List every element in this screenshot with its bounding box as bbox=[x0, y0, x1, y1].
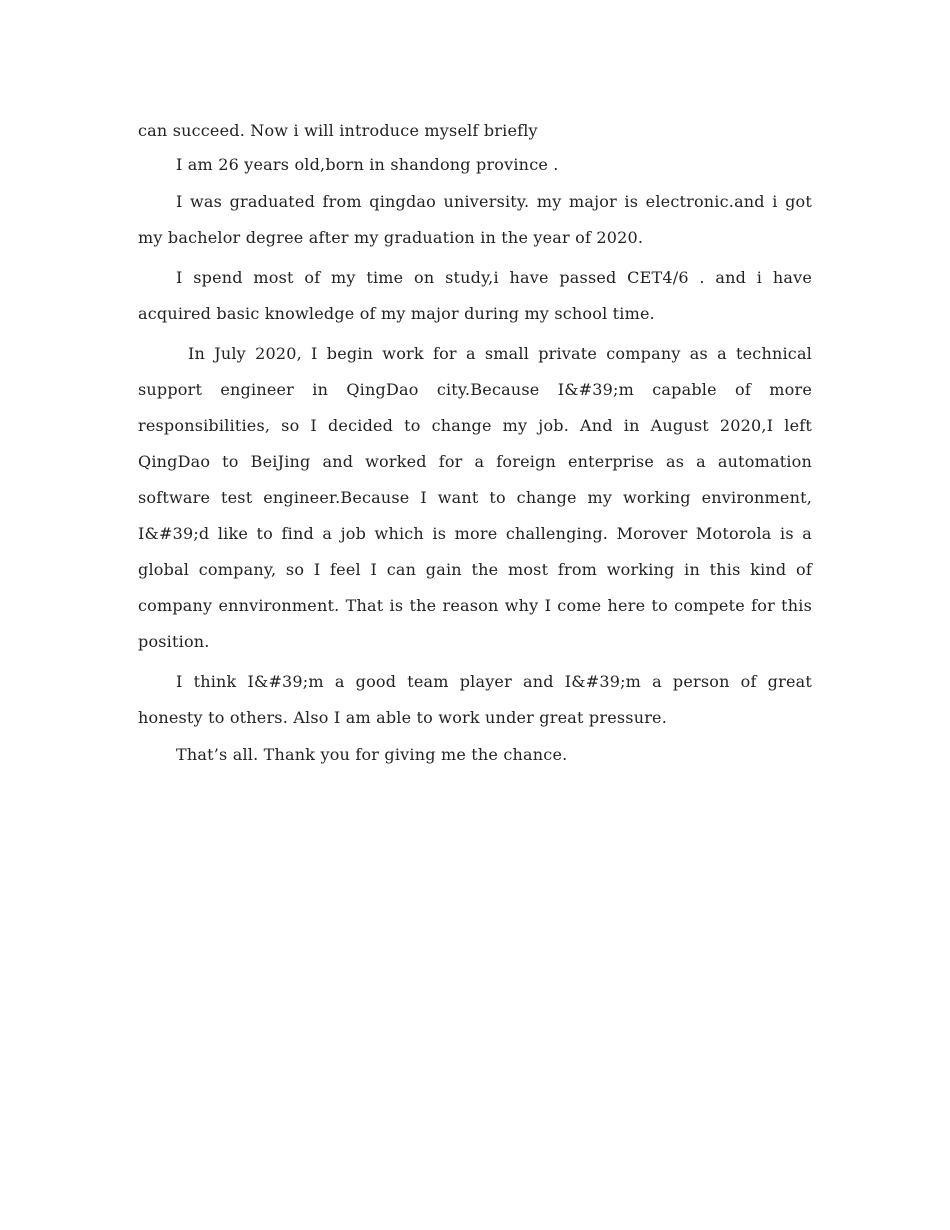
paragraph-intro-continuation: can succeed. Now i will introduce myself briefly bbox=[138, 121, 538, 140]
paragraph-education: I was graduated from qingdao university. my major is electronic.and i got my bachelor degree after my graduation in the year of 2020. bbox=[138, 192, 812, 247]
paragraph-closing: That’s all. Thank you for giving me the chance. bbox=[176, 745, 568, 764]
paragraph-work-history: In July 2020, I begin work for a small private company as a technical support engineer in QingDao city.Because I&#39;m capable of more responsibilities, so I decided to change my job. And in August 2020,I left QingDao to BeiJing and worked for a foreign enterprise as a automation software test engineer.Because I want to change my working environment, I&#39;d like to find a job which is more challenging. Morover Motorola is a global company, so I feel I can gain the most from working in this kind of company ennvironment. That is the reason why I come here to compete for this position. bbox=[138, 344, 812, 651]
paragraph-personality: I think I&#39;m a good team player and I&#39;m a person of great honesty to others. Also I am able to work under great pressure. bbox=[138, 672, 812, 727]
paragraph-age: I am 26 years old,born in shandong province . bbox=[176, 155, 559, 174]
paragraph-study: I spend most of my time on study,i have passed CET4/6 . and i have acquired basic knowledge of my major during my school time. bbox=[138, 268, 812, 323]
document-body bbox=[138, 116, 812, 774]
